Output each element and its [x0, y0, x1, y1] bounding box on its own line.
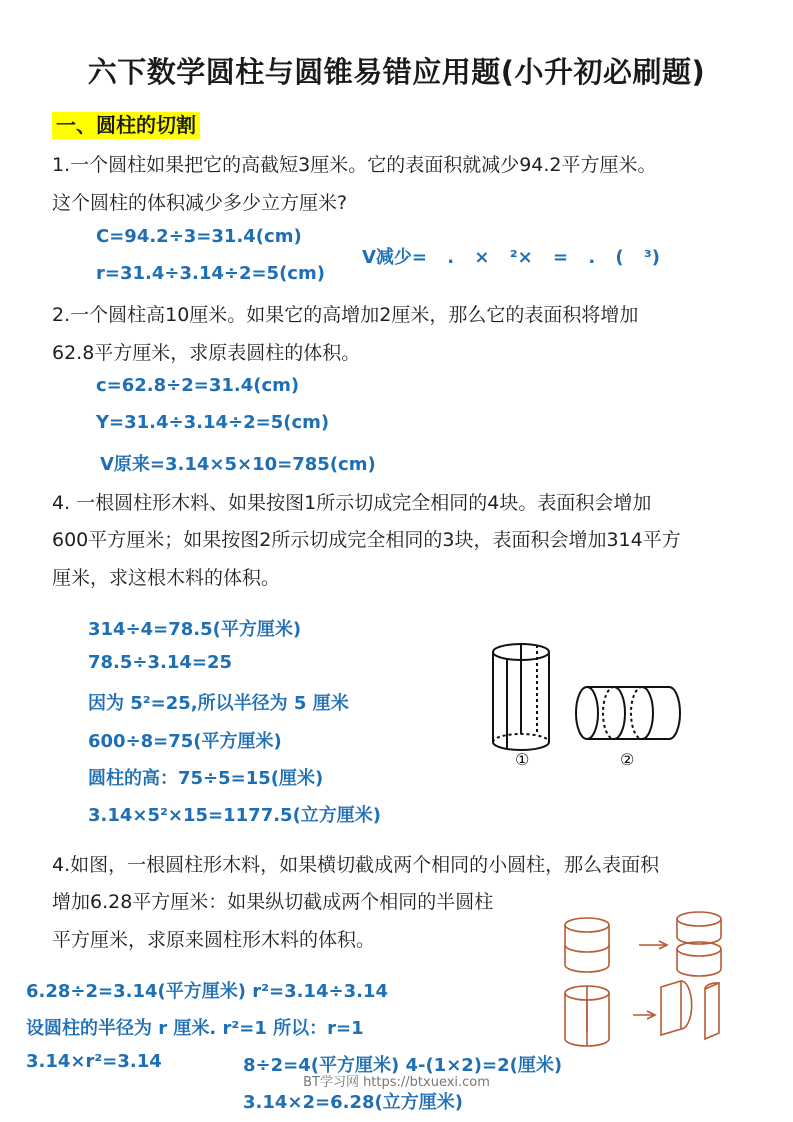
figure-1-label: ①: [515, 750, 530, 769]
answer-3-line-2: 78.5÷3.14=25: [88, 652, 233, 673]
answer-3-line-3: 因为 5²=25,所以半径为 5 厘米: [88, 693, 349, 714]
section-heading: 一、圆柱的切割: [52, 112, 200, 139]
answer-1-line-3: V减少= . × ²× = . ( ³): [362, 247, 661, 268]
figure-2-label: ②: [620, 750, 635, 769]
question-1-line-1: 1.一个圆柱如果把它的高截短3厘米。它的表面积就减少94.2平方厘米。: [52, 154, 657, 176]
answer-2-line-1: c=62.8÷2=31.4(cm): [96, 375, 300, 396]
answer-1-line-1: C=94.2÷3=31.4(cm): [96, 226, 302, 247]
question-3-line-1: 4. 一根圆柱形木料、如果按图1所示切成完全相同的4块。表面积会增加: [52, 492, 652, 514]
question-2-line-1: 2.一个圆柱高10厘米。如果它的高增加2厘米，那么它的表面积将增加: [52, 304, 639, 326]
answer-3-line-5: 圆柱的高：75÷5=15(厘米): [88, 768, 324, 789]
watermark-footer: BT学习网 https://btxuexi.com: [303, 1075, 490, 1090]
answer-3-line-6: 3.14×5²×15=1177.5(立方厘米): [88, 805, 382, 826]
question-4-line-3: 平方厘米，求原来圆柱形木料的体积。: [52, 929, 376, 951]
answer-3-line-4: 600÷8=75(平方厘米): [88, 731, 282, 752]
answer-1-line-2: r=31.4÷3.14÷2=5(cm): [96, 263, 325, 284]
cylinder-slice-figure: [555, 905, 755, 1055]
answer-4-line-1: 6.28÷2=3.14(平方厘米) r²=3.14÷3.14: [26, 981, 388, 1002]
question-4-line-2: 增加6.28平方厘米：如果纵切截成两个相同的半圆柱: [52, 891, 494, 913]
answer-2-line-2: Y=31.4÷3.14÷2=5(cm): [96, 412, 330, 433]
page-title: 六下数学圆柱与圆锥易错应用题(小升初必刷题): [87, 55, 706, 89]
question-3-line-2: 600平方厘米；如果按图2所示切成完全相同的3块，表面积会增加314平方: [52, 529, 681, 551]
answer-4-line-5: 3.14×2=6.28(立方厘米): [243, 1092, 463, 1113]
answer-3-line-1: 314÷4=78.5(平方厘米): [88, 619, 302, 640]
question-3-line-3: 厘米，求这根木料的体积。: [52, 567, 281, 589]
question-4-line-1: 4.如图，一根圆柱形木料，如果横切截成两个相同的小圆柱，那么表面积: [52, 854, 660, 876]
answer-4-line-4: 8÷2=4(平方厘米) 4-(1×2)=2(厘米): [243, 1055, 563, 1076]
cylinder-cut-figure: [485, 638, 695, 773]
answer-2-line-3: V原来=3.14×5×10=785(cm): [100, 454, 376, 475]
question-1-line-2: 这个圆柱的体积减少多少立方厘米?: [52, 192, 348, 214]
answer-4-line-2: 设圆柱的半径为 r 厘米. r²=1 所以：r=1: [26, 1018, 364, 1039]
question-2-line-2: 62.8平方厘米，求原表圆柱的体积。: [52, 342, 361, 364]
answer-4-line-3: 3.14×r²=3.14: [26, 1051, 162, 1072]
